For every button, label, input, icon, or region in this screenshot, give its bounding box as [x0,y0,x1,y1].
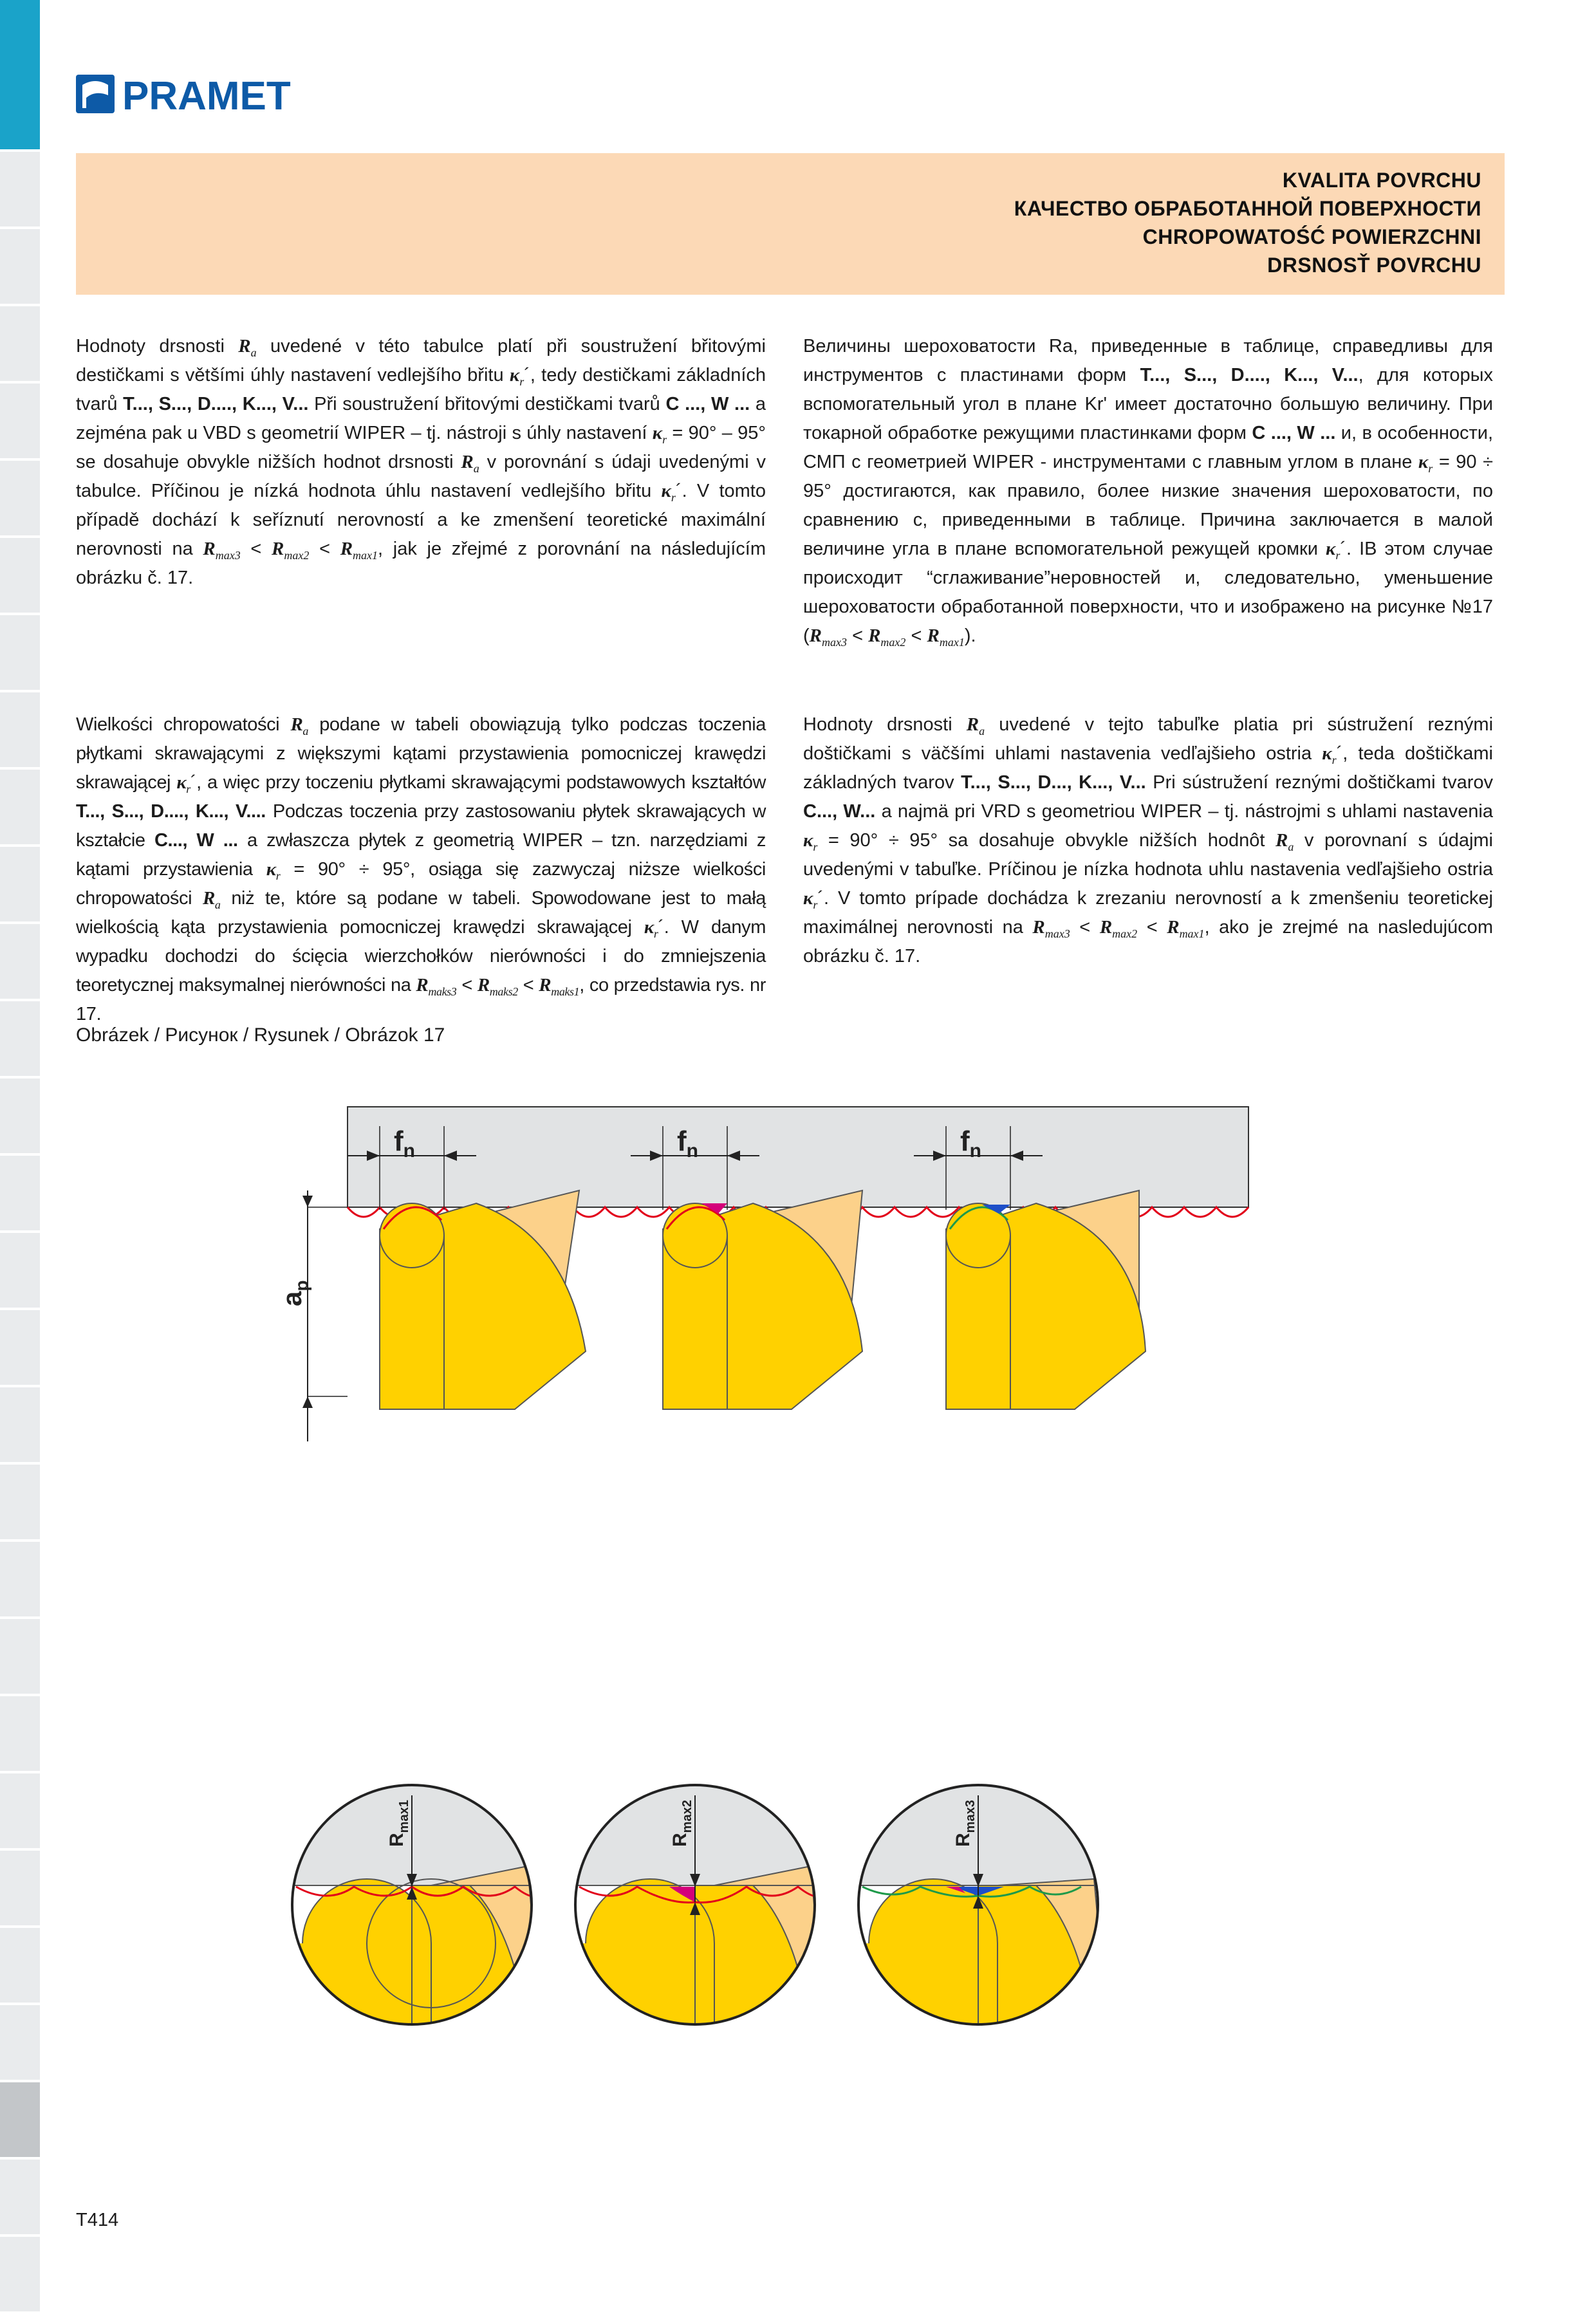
detail-circle-1 [283,1776,541,2033]
side-tab [0,847,40,924]
side-tab [0,461,40,538]
header-band [76,153,1505,295]
rmax-label-1: $R_{max1}$ [386,1800,411,1847]
title-cz: KVALITA POVRCHU [1282,169,1481,192]
tool-3 [946,1190,1146,1409]
workpiece [348,1107,1248,1207]
side-tab [0,2160,40,2237]
side-tab [0,1310,40,1387]
side-tab-strip [0,0,40,2257]
paragraph-russian: Величины шероховатости Ra, приведенные в таблице, справедливы для инструментов с пластинами форм T..., S..., D...., K..., V..., для которых вспомогательный угол в плане Kr' имеет достаточно большую величину. При токарной обработке режущими пластинками форм C ..., W ... и, в особенности, СМП с геометрией WIPER - инструментами с главным углом в плане $\kappa_r = 90 \div 95^\circ$ достигаются, как правило, более низкие значения шероховатости, по сравнению с, приведенными в таблице. Причина заключается в малой величине угла в плане вспомогательной режущей кромки $\kappa_r´$. IВ этом случае происходит “сглаживание”неровностей и, следовательно, уменьшение шероховатости обработанной поверхности, что и изображено на рисунке №17 $(R_{max3} < R_{max2} < R_{max1})$. [803,336,1494,649]
side-tab [0,2005,40,2082]
paragraph-czech: Hodnoty drsnosti $R_a$ uvedené v této tabulce platí při soustružení břitovými destičkami s většími úhly nastavení vedlejšího břitu $\kappa_r´$, tedy destičkami základních tvarů T..., S..., D...., K..., V... Při soustružení břitovými destičkami tvarů C ..., W ... a zejména pak u VBD s geometrií WIPER – tj. nástroji s úhly nastavení $\kappa_r = 90^\circ - 95^\circ$ se dosahuje obvykle nižších hodnot drsnosti $R_a$ v porovnání s údaji uvedenými v tabulce. Příčinou je nízká hodnota úhlu nastavení vedlejšího břitu $\kappa_r´$. V tomto případě dochází k seříznutí nerovností a ke zmenšení teoretické maximální nerovnosti na $R_{max3} < R_{max2} < R_{max1}$, jak je zřejmé z porovnání na následujícím obrázku č. 17. [76,336,766,588]
side-tab [0,152,40,229]
side-tab [0,1851,40,1928]
side-tab [0,306,40,384]
feed-label-2: $f_n$ [677,1125,698,1162]
title-pl: CHROPOWATOŚĆ POWIERZCHNI [1142,225,1481,248]
side-tab [0,1078,40,1156]
depth-label: $a_p$ [277,1280,311,1306]
side-tab [0,770,40,847]
feed-label-3: $f_n$ [960,1125,981,1162]
title-sk: DRSNOSŤ POVRCHU [1267,254,1481,277]
paragraph-slovak: Hodnoty drsnosti $R_a$ uvedené v tejto tabuľke platia pri sústružení reznými doštičkami s väčšími uhlami nastavenia vedľajšieho ostria $\kappa_r´$, teda doštičkami základných tvarov T..., S..., D..., K..., V... Pri sústružení reznými doštičkami tvarov C..., W... a najmä pri VRD s geometriou WIPER – tj. nástrojmi s uhlami nastavenia $\kappa_r = 90^\circ \div 95^\circ$ sa dosahuje obvykle nižších hodnôt $R_a$ v porovnaní s údajmi uvedenými v tabuľke. Príčinou je nízka hodnota uhlu nastavenia vedľajšieho ostria $\kappa_r´$. V tomto prípade dochádza k zrezaniu nerovností a k zmenšeniu teoretickej maximálnej nerovnosti na $R_{max3} < R_{max2} < R_{max1}$, ako je zrejmé na nasledujúcom obrázku č. 17. [803,714,1494,967]
figure-17 [277,1107,1274,2188]
side-tab [0,615,40,692]
figure-caption: Obrázek / Рисунок / Rysunek / Obrázok 17 [76,1024,445,1046]
side-tab [0,1619,40,1696]
rmax-label-3: $R_{max3}$ [952,1800,978,1847]
side-tab [0,924,40,1001]
depth-arrow-top [302,1196,313,1207]
side-tab [0,692,40,770]
rmax-label-2: $R_{max2}$ [669,1800,694,1847]
page-number: T414 [76,2210,119,2230]
side-tab [0,1465,40,1542]
logo-wordmark: PRAMET [122,74,291,118]
detail-circle-3 [849,1776,1107,2033]
side-tab [0,1928,40,2005]
pramet-logo-mark [76,72,308,117]
side-tab [0,1156,40,1233]
figure-17-drawing [277,1107,1274,2188]
paragraph-polish: Wielkości chropowatości $R_a$ podane w tabeli obowiązują tylko podczas toczenia płytkami skrawającymi z większymi kątami przystawienia pomocniczej krawędzi skrawającej $\kappa_r´$, a więc przy toczeniu płytkami skrawającymi podstawowych kształtów T..., S..., D...., K..., V.... Podczas toczenia przy zastosowaniu płytek skrawających w kształcie C..., W ... a zwłaszcza płytek z geometrią WIPER – tzn. narzędziami z kątami przystawienia $\kappa_r = 90^\circ \div 95^\circ$, osiąga się zazwyczaj niższe wielkości chropowatości $R_a$ niż te, które są podane w tabeli. Spowodowane jest to małą wielkością kąta przystawienia pomocniczej krawędzi skrawającej $\kappa_r´$. W danym wypadku dochodzi do ścięcia wierzchołków nierówności i do zmniejszenia teoretycznej maksymalnej nierówności na $R_{maks3} < R_{maks2} < R_{maks1}$, co przedstawia rys. nr 17. [76,714,766,1024]
feed-label-1: $f_n$ [394,1125,415,1162]
side-tab [0,1542,40,1619]
side-tab [0,2237,40,2314]
side-tab [0,538,40,615]
title-ru: КАЧЕСТВО ОБРАБОТАННОЙ ПОВЕРХНОСТИ [1014,197,1481,220]
tool-2 [663,1190,862,1409]
side-tab [0,1696,40,1773]
side-tab [0,1001,40,1078]
depth-arrow-bottom [302,1396,313,1408]
detail-circle-2 [566,1776,824,2033]
side-tab [0,2082,40,2160]
side-tab [0,1773,40,1851]
tool-1 [380,1190,586,1409]
pramet-logo [76,72,308,117]
side-tab [0,384,40,461]
side-tab [0,1233,40,1310]
side-tab [0,229,40,306]
side-tab [0,1387,40,1465]
side-tab-active [0,0,40,152]
header-titles [1014,166,1481,279]
